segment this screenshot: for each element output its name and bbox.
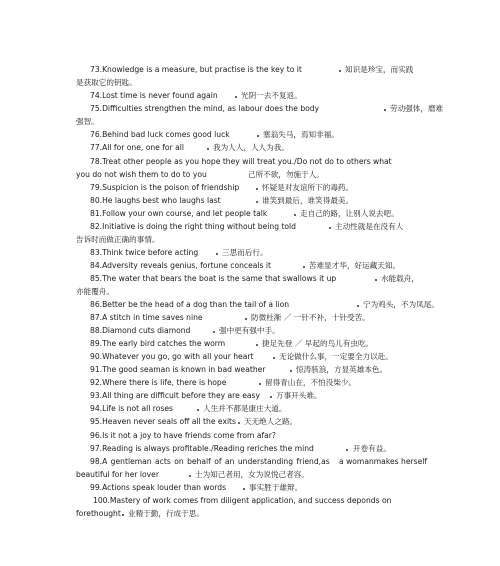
saying-chinese: 万事开头难。 [276, 391, 322, 400]
saying-chinese: 强中更有强中手。 [219, 326, 280, 335]
saying-chinese: 苦难显才华，好运藏天知。 [309, 261, 401, 270]
saying-english: 83.Think twice before acting [90, 248, 199, 257]
bullet-dot [216, 253, 218, 255]
bullet-dot [259, 383, 261, 385]
bullet-dot [245, 318, 247, 320]
saying-english: 80.He laughs best who laughs last [90, 196, 221, 205]
bullet-dot [294, 214, 296, 216]
bullet-dot [243, 488, 245, 490]
bullet-dot [257, 135, 259, 137]
saying-chinese: 怀疑是对友谊所下的毒药。 [262, 183, 354, 192]
saying-english: 87.A stitch in time saves nine [90, 313, 203, 322]
saying-english: 96.Is it not a joy to have friends come from afar? [90, 431, 276, 440]
saying-chinese-cont: 亦能覆舟。 [76, 287, 114, 296]
saying-chinese: 开卷有益。 [353, 444, 391, 453]
saying-chinese: 我为人人，人人为我。 [213, 143, 289, 152]
bullet-dot [290, 370, 292, 372]
saying-english: 79.Suspicion is the poison of friendship [90, 183, 240, 192]
saying-english: 98.A gentleman acts on behalf of an understanding friend,as [90, 457, 330, 466]
saying-english: 86.Better be the head of a dog than the tail of a lion [90, 300, 290, 309]
saying-chinese: 惊涛骇浪，方显英雄本色。 [296, 365, 388, 374]
saying-english: 85.The water that bears the boat is the same that swallows it up [90, 274, 337, 283]
saying-chinese: 无论做什么事，一定要全力以赴。 [279, 352, 393, 361]
saying-chinese: 事实胜于雄辩。 [249, 483, 303, 492]
saying-english: 97.Reading is always profitable./Reading reriches the mind [90, 444, 314, 453]
saying-english: 78.Treat other people as you hope they will treat you./Do not do to others what [90, 157, 392, 166]
bullet-dot [270, 396, 272, 398]
bullet-dot [256, 188, 258, 190]
saying-english: 94.Life is not all roses [90, 404, 173, 413]
bullet-dot [256, 201, 258, 203]
saying-chinese: 捷足先登 ／ 早起的鸟儿有虫吃。 [262, 339, 374, 348]
saying-chinese: 留得青山在，不怕没柴少。 [265, 378, 357, 387]
saying-chinese: 人生并不都是康庄大道。 [203, 404, 287, 413]
bullet-dot [189, 475, 191, 477]
saying-english: 88.Diamond cuts diamond [90, 326, 191, 335]
saying-english: 99.Actions speak louder than words [90, 483, 227, 492]
saying-english: 91.The good seaman is known in bad weather [90, 365, 266, 374]
saying-english: 92.Where there is life, there is hope [90, 378, 227, 387]
saying-chinese: 天无绝人之路。 [244, 417, 298, 426]
saying-chinese: 业精于勤，行成于思。 [128, 509, 204, 518]
saying-english: 84.Adversity reveals genius, fortune conceals it [90, 261, 271, 270]
bullet-dot [256, 344, 258, 346]
saying-chinese: 三思而后行。 [222, 248, 268, 257]
saying-english-cont: you do not wish them to do to you [76, 170, 207, 179]
bullet-dot [329, 227, 331, 229]
saying-chinese: 谁笑到最后，谁笑得最美。 [262, 196, 354, 205]
bullet-dot [273, 357, 275, 359]
bullet-dot [213, 331, 215, 333]
saying-chinese: 防微杜渐 ／ 一针不补，十针受苦。 [251, 313, 370, 322]
saying-chinese: 劳动强体，磨难 [390, 104, 444, 113]
bullet-dot [375, 279, 377, 281]
saying-english-cont: forethought [76, 509, 121, 518]
saying-chinese: 主动性就是在没有人 [335, 222, 404, 231]
bullet-dot [207, 148, 209, 150]
saying-chinese-cont: 告诉时而做正确的事情。 [76, 235, 160, 244]
saying-chinese: 塞翁失马，焉知非福。 [263, 130, 339, 139]
saying-english: 75.Difficulties strengthen the mind, as labour does the body [90, 104, 320, 113]
saying-chinese: 水能载舟， [381, 274, 419, 283]
saying-english: 82.Initiative is doing the right thing without being told [90, 222, 296, 231]
saying-chinese: 宁为鸡头，不为凤尾。 [363, 300, 439, 309]
saying-english: 77.All for one, one for all [90, 143, 184, 152]
saying-chinese-cont: 强智。 [76, 117, 99, 126]
saying-chinese-cont: 是获取它的钥匙。 [76, 78, 137, 87]
bullet-dot [346, 449, 348, 451]
saying-chinese: 士为知己者用，女为说悦己者容。 [195, 470, 309, 479]
bullet-dot [122, 514, 124, 516]
saying-english: 95.Heaven never seals off all the exits [90, 417, 236, 426]
bullet-dot [384, 109, 386, 111]
saying-english: 73.Knowledge is a measure, but practise is the key to it [90, 65, 302, 74]
saying-english: 81.Follow your own course, and let people talk [90, 209, 268, 218]
bullet-dot [303, 266, 305, 268]
saying-english: 76.Behind bad luck comes good luck [90, 130, 230, 139]
bullet-dot [235, 96, 237, 98]
saying-english: 74.Lost time is never found again [90, 91, 218, 100]
saying-chinese: 己所不欲，勿施于人。 [248, 170, 324, 179]
saying-chinese: 知识是珍宝，而实践 [345, 65, 414, 74]
saying-english-cont: beautiful for her lover [76, 470, 159, 479]
bullet-dot [238, 422, 240, 424]
saying-english-b: a womanmakes herself [339, 457, 428, 466]
bullet-dot [197, 409, 199, 411]
bullet-dot [339, 70, 341, 72]
saying-english: 90.Whatever you go, go with all your heart [90, 352, 254, 361]
saying-english: 100.Mastery of work comes from diligent application, and success deponds on [93, 496, 392, 505]
saying-chinese: 光阴一去不复返。 [241, 91, 302, 100]
saying-english: 89.The early bird catches the worm [90, 339, 226, 348]
saying-chinese: 走自己的路，让别人说去吧。 [300, 209, 399, 218]
saying-english: 93.All thing are difficult before they are easy [90, 391, 260, 400]
bullet-dot [357, 305, 359, 307]
